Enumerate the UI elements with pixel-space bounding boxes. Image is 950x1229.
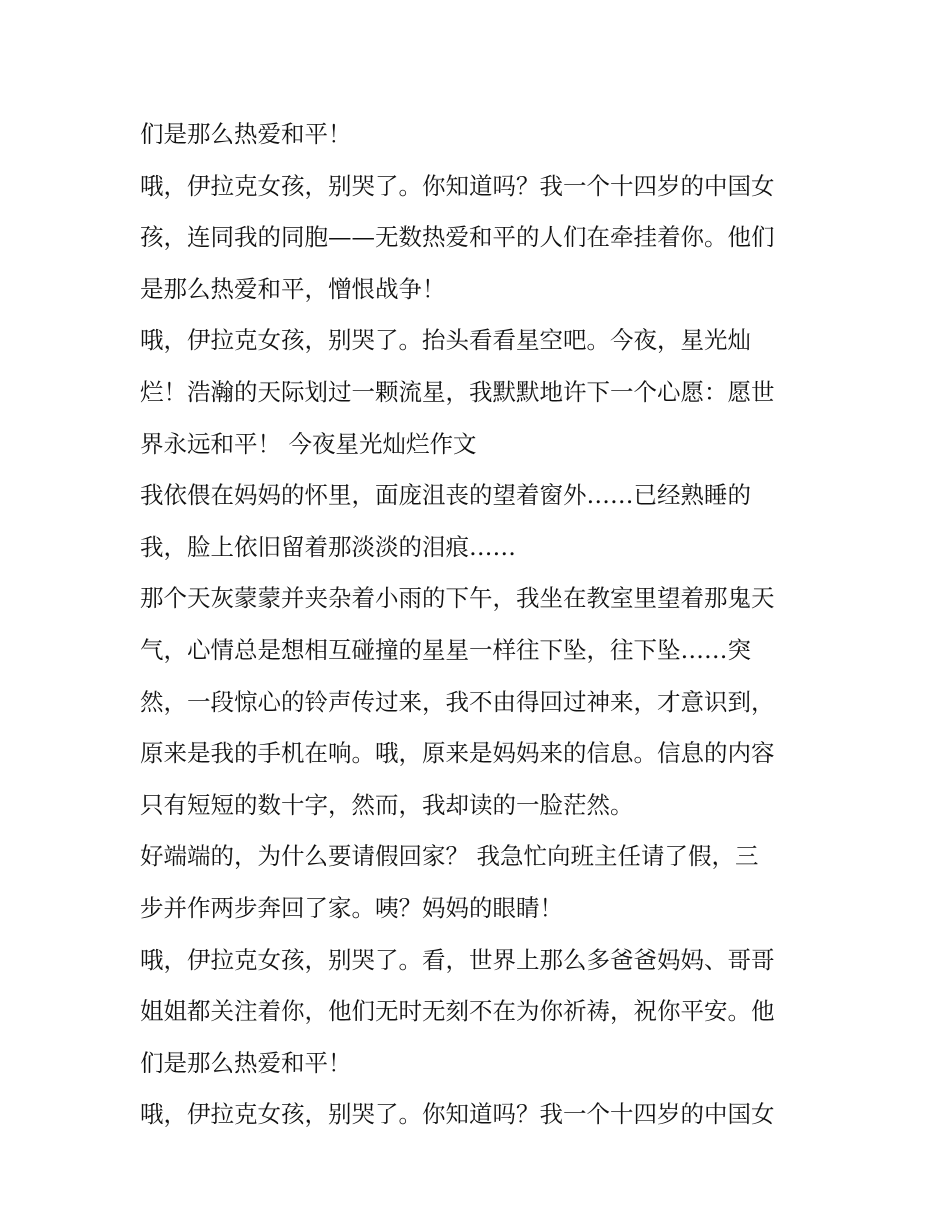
text-line: 们是那么热爱和平！ [140, 1048, 352, 1077]
text-line: 界永远和平！ 今夜星光灿烂作文 [140, 429, 477, 458]
text-line: 步并作两步奔回了家。咦？妈妈的眼睛！ [140, 893, 563, 922]
text-line: 姐姐都关注着你，他们无时无刻不在为你祈祷，祝你平安。他 [140, 997, 775, 1026]
text-line: 孩，连同我的同胞——无数热爱和平的人们在牵挂着你。他们 [140, 223, 775, 252]
text-line: 哦，伊拉克女孩，别哭了。你知道吗？我一个十四岁的中国女 [140, 1100, 775, 1129]
text-line: 好端端的，为什么要请假回家？ 我急忙向班主任请了假，三 [140, 842, 759, 871]
text-line: 原来是我的手机在响。哦，原来是妈妈来的信息。信息的内容 [140, 739, 775, 768]
text-line: 那个天灰蒙蒙并夹杂着小雨的下午，我坐在教室里望着那鬼天 [140, 584, 775, 613]
text-line: 然，一段惊心的铃声传过来，我不由得回过神来，才意识到， [140, 687, 775, 716]
text-line: 哦，伊拉克女孩，别哭了。你知道吗？我一个十四岁的中国女 [140, 171, 775, 200]
text-line: 我依偎在妈妈的怀里，面庞沮丧的望着窗外……已经熟睡的 [140, 481, 751, 510]
document-body [140, 109, 830, 1141]
text-line: 只有短短的数十字，然而，我却读的一脸茫然。 [140, 790, 634, 819]
text-line: 是那么热爱和平，憎恨战争！ [140, 274, 446, 303]
text-line: 哦，伊拉克女孩，别哭了。抬头看看星空吧。今夜，星光灿 [140, 326, 751, 355]
text-line: 我，脸上依旧留着那淡淡的泪痕…… [140, 532, 516, 561]
text-line: 烂！浩瀚的天际划过一颗流星，我默默地许下一个心愿：愿世 [140, 377, 775, 406]
text-line: 们是那么热爱和平！ [140, 120, 352, 148]
text-line: 哦，伊拉克女孩，别哭了。看，世界上那么多爸爸妈妈、哥哥 [140, 945, 775, 974]
text-line: 气，心情总是想相互碰撞的星星一样往下坠，往下坠……突 [140, 635, 751, 664]
